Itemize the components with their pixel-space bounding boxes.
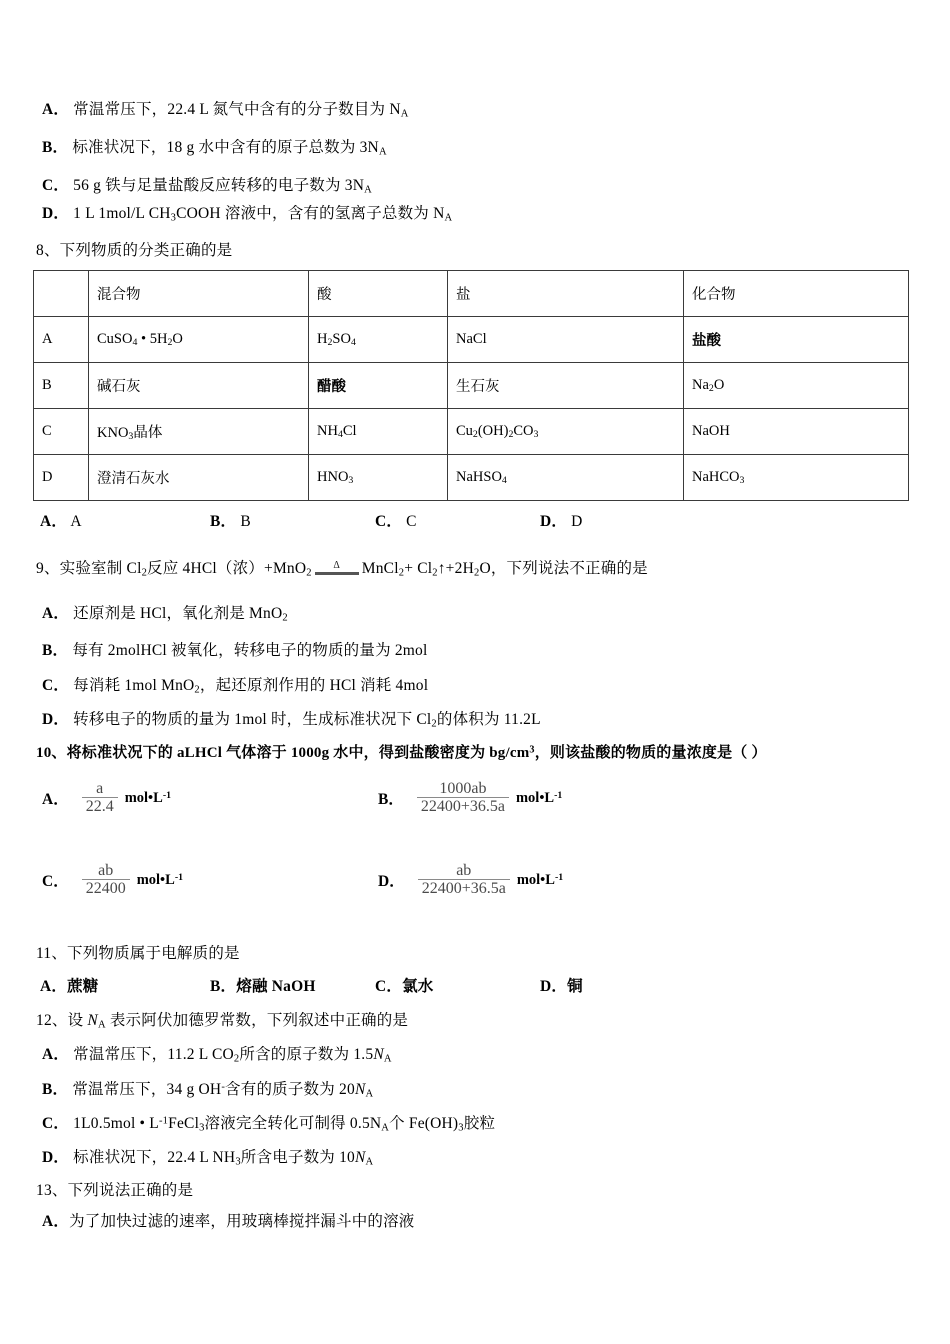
option-label: B． xyxy=(42,1081,69,1098)
table-header-row xyxy=(34,271,909,317)
q8-answer-d xyxy=(540,512,583,532)
option-label: A． xyxy=(40,978,68,995)
option-text: B xyxy=(240,513,251,530)
option-text: 铜 xyxy=(567,978,583,995)
q10-option-c xyxy=(42,862,183,898)
question-text-1: 将标准状况下的 aLHCl 气体溶于 1000g 水中，得到盐酸密度为 bg/cm xyxy=(66,745,530,761)
option-label: C． xyxy=(42,1115,70,1132)
q10-option-b xyxy=(378,780,562,816)
fraction-numerator: 1000ab xyxy=(439,780,487,797)
option-label: C． xyxy=(42,677,70,694)
q7-option-a xyxy=(42,100,409,120)
q11-option-c xyxy=(375,977,434,997)
table-row xyxy=(34,317,909,363)
q8-answer-c xyxy=(375,512,417,532)
q8-answer-b xyxy=(210,512,251,532)
q10-stem: 10、将标准状况下的 aLHCl 气体溶于 1000g 水中，得到盐酸密度为 $bg/cm^3$，则该盐酸的物质的量浓度是（ ） xyxy=(36,744,767,761)
q12-option-b: B． 常温常压下，34 g OH-含有的质子数为 $20N_A$ xyxy=(42,1081,374,1100)
question-text-5: ↑+2H xyxy=(437,560,474,577)
q12-option-c: C． 1L0.5mol • $L^{-1}FeCl_3$溶液完全转化可制得 $0.5N_A$个 $Fe(OH)_3$胶粒 xyxy=(42,1115,496,1134)
question-number: 8、 xyxy=(36,242,60,259)
question-text-3: MnCl xyxy=(361,560,399,577)
option-text: 常温常压下，34 g OH xyxy=(72,1081,222,1098)
option-subscript-2: A xyxy=(444,212,453,224)
unit-label: $mol•L^{-1}$ xyxy=(124,789,172,806)
question-number: 10、 xyxy=(36,745,67,761)
question-text-1: 设 xyxy=(67,1012,88,1029)
table-header-acid: 酸 xyxy=(309,271,448,317)
option-label: B． xyxy=(42,642,69,659)
fraction-denominator: 22400+36.5a xyxy=(418,879,510,898)
option-text: 熔融 NaOH xyxy=(236,978,316,995)
q9-stem: 9、实验室制 $Cl_2$反应 4HCl（浓）+MnO$_2$ Δ MnCl$_2$+ $Cl_2↑+2H_2O$，下列说法不正确的是 xyxy=(36,560,648,579)
option-text: D xyxy=(571,513,583,530)
option-text: 1 L 1mol/L CH xyxy=(73,205,171,222)
fraction xyxy=(418,862,510,898)
fraction-denominator: 22400+36.5a xyxy=(417,797,509,816)
question-text: 下列说法正确的是 xyxy=(67,1182,194,1199)
option-text: 还原剂是 HCl，氧化剂是 MnO xyxy=(73,605,283,622)
fraction-denominator: 22.4 xyxy=(82,797,118,816)
cell-salt: $Cu_2(OH)_2CO_3$ xyxy=(448,409,684,455)
q11-option-a xyxy=(40,977,99,997)
fraction-numerator: ab xyxy=(456,862,472,879)
table-header-salt: 盐 xyxy=(448,271,684,317)
q9-option-d: D． 转移电子的物质的量为 1mol 时，生成标准状况下 $Cl_2$的体积为 11.2L xyxy=(42,711,541,730)
cell-salt: 生石灰 xyxy=(448,363,684,409)
q13-stem xyxy=(36,1181,193,1201)
option-label: A． xyxy=(42,1046,70,1063)
q11-stem xyxy=(36,944,240,964)
option-label: D． xyxy=(42,711,70,728)
question-text-2: ，则该盐酸的物质的量浓度是（ ） xyxy=(534,745,767,761)
q13-option-a xyxy=(42,1212,415,1232)
option-label: A． xyxy=(42,101,70,118)
option-text: 常温常压下，11.2 L CO xyxy=(73,1046,234,1063)
option-label: C． xyxy=(375,978,403,995)
row-index: A xyxy=(34,317,89,363)
q9-option-b xyxy=(42,641,428,661)
question-text: 下列物质的分类正确的是 xyxy=(59,242,233,259)
fraction-denominator: 22400 xyxy=(82,879,130,898)
avogadro-symbol: N xyxy=(87,1012,98,1029)
cell-compound: NaHCO$_3$ xyxy=(684,455,909,501)
option-label: D． xyxy=(378,873,405,890)
q9-option-c: C． 每消耗 1mol MnO$_2$，起还原剂作用的 HCl 消耗 4mol xyxy=(42,677,429,696)
option-label: D． xyxy=(42,205,70,222)
q10-option-d xyxy=(378,862,563,898)
option-subscript: A xyxy=(400,108,409,120)
option-label: A． xyxy=(42,605,70,622)
cell-mixture: 碱石灰 xyxy=(89,363,309,409)
option-label: A． xyxy=(42,1213,70,1230)
fraction xyxy=(417,780,509,816)
option-text: 转移电子的物质的量为 1mol 时，生成标准状况下 Cl xyxy=(73,711,432,728)
question-text-6: O，下列说法不正确的是 xyxy=(479,560,648,577)
option-subscript: A xyxy=(364,184,372,196)
q7-option-d xyxy=(42,204,452,224)
option-label: B． xyxy=(378,791,404,808)
row-index: B xyxy=(34,363,89,409)
option-text-2: 的体积为 11.2L xyxy=(436,711,541,728)
q12-option-a: A． 常温常压下，11.2 L $CO_2$所含的原子数为 $1.5N_A$ xyxy=(42,1046,392,1065)
option-text: 标准状况下，18 g 水中含有的原子总数为 3N xyxy=(72,139,379,156)
q11-option-d xyxy=(540,977,583,997)
option-label: B． xyxy=(210,978,237,995)
question-text-1: 实验室制 Cl xyxy=(59,560,142,577)
row-index: D xyxy=(34,455,89,501)
q8-stem xyxy=(36,241,232,261)
question-text-2: 反应 4HCl（浓）+MnO xyxy=(147,560,307,577)
question-number: 9、 xyxy=(36,560,60,577)
q11-option-b xyxy=(210,977,316,997)
table-row xyxy=(34,363,909,409)
question-number: 13、 xyxy=(36,1182,68,1199)
cell-mixture: CuSO$_4$ • $5H_2O$ xyxy=(89,317,309,363)
cell-compound: NaOH xyxy=(684,409,909,455)
option-label: C． xyxy=(375,513,403,530)
question-number: 12、 xyxy=(36,1012,68,1029)
option-text: 蔗糖 xyxy=(67,978,99,995)
option-label: C． xyxy=(42,177,70,194)
cell-acid: 醋酸 xyxy=(309,363,448,409)
option-text: C xyxy=(406,513,417,530)
row-index: C xyxy=(34,409,89,455)
option-label: D． xyxy=(42,1149,70,1166)
cell-compound: 盐酸 xyxy=(684,317,909,363)
question-text-4: + Cl xyxy=(404,560,433,577)
option-text: 每消耗 1mol MnO xyxy=(73,677,195,694)
table-header-compound: 化合物 xyxy=(684,271,909,317)
option-subscript: A xyxy=(378,146,387,158)
unit-label: $mol•L^{-1}$ xyxy=(136,871,184,888)
q9-option-a: A． 还原剂是 HCl，氧化剂是 MnO$_2$ xyxy=(42,605,288,624)
table-row xyxy=(34,409,909,455)
q12-option-d: D． 标准状况下，22.4 L $NH_3$所含电子数为 $10N_A$ xyxy=(42,1149,374,1168)
cell-compound: $Na_2O$ xyxy=(684,363,909,409)
question-text: 下列物质属于电解质的是 xyxy=(67,945,240,962)
fraction-numerator: a xyxy=(96,780,104,797)
cell-salt: NaHSO$_4$ xyxy=(448,455,684,501)
q12-stem: 12、设 $N_A$ 表示阿伏加德罗常数，下列叙述中正确的是 xyxy=(36,1012,409,1031)
cell-mixture: $KNO_3$晶体 xyxy=(89,409,309,455)
option-text: 56 g 铁与足量盐酸反应转移的电子数为 3N xyxy=(73,177,365,194)
fraction xyxy=(82,862,130,898)
q10-option-a xyxy=(42,780,171,816)
reaction-condition xyxy=(314,561,360,575)
option-text-2: ，起还原剂作用的 HCl 消耗 4mol xyxy=(199,677,429,694)
cell-salt: NaCl xyxy=(448,317,684,363)
option-label: B． xyxy=(42,139,69,156)
delta-symbol: Δ xyxy=(333,560,341,572)
option-text: 标准状况下，22.4 L NH xyxy=(73,1149,236,1166)
option-text: 为了加快过滤的速率，用玻璃棒搅拌漏斗中的溶液 xyxy=(69,1213,415,1230)
option-label: D． xyxy=(540,978,568,995)
option-label: B． xyxy=(210,513,237,530)
cell-mixture: 澄清石灰水 xyxy=(89,455,309,501)
q7-option-b xyxy=(42,138,387,158)
option-label: D． xyxy=(540,513,568,530)
fraction-numerator: ab xyxy=(98,862,114,879)
question-text-2: 表示阿伏加德罗常数，下列叙述中正确的是 xyxy=(105,1012,409,1029)
cell-acid: $H_2SO_4$ xyxy=(309,317,448,363)
option-text: 1L0.5mol • L xyxy=(73,1115,159,1132)
option-label: A． xyxy=(42,791,69,808)
unit-label: $mol•L^{-1}$ xyxy=(516,871,564,888)
question-number: 11、 xyxy=(36,945,68,962)
cell-acid: $HNO_3$ xyxy=(309,455,448,501)
q7-option-c xyxy=(42,176,372,196)
reaction-arrow-bar xyxy=(315,572,359,575)
table-header-mixture: 混合物 xyxy=(89,271,309,317)
option-label: A． xyxy=(40,513,68,530)
option-text: A xyxy=(70,513,82,530)
cell-acid: $NH_4Cl$ xyxy=(309,409,448,455)
option-text: 常温常压下，22.4 L 氮气中含有的分子数目为 N xyxy=(73,101,401,118)
unit-label: $mol•L^{-1}$ xyxy=(515,789,563,806)
table-row xyxy=(34,455,909,501)
q8-answer-a xyxy=(40,512,82,532)
option-label: C． xyxy=(42,873,69,890)
table-header-blank xyxy=(34,271,89,317)
fraction xyxy=(82,780,118,816)
option-text: 每有 2molHCl 被氧化，转移电子的物质的量为 2mol xyxy=(72,642,428,659)
classification-table xyxy=(33,270,909,501)
option-text: 氯水 xyxy=(402,978,434,995)
option-text-2: COOH 溶液中，含有的氢离子总数为 N xyxy=(176,205,445,222)
option-subscript: 3 xyxy=(170,212,177,224)
